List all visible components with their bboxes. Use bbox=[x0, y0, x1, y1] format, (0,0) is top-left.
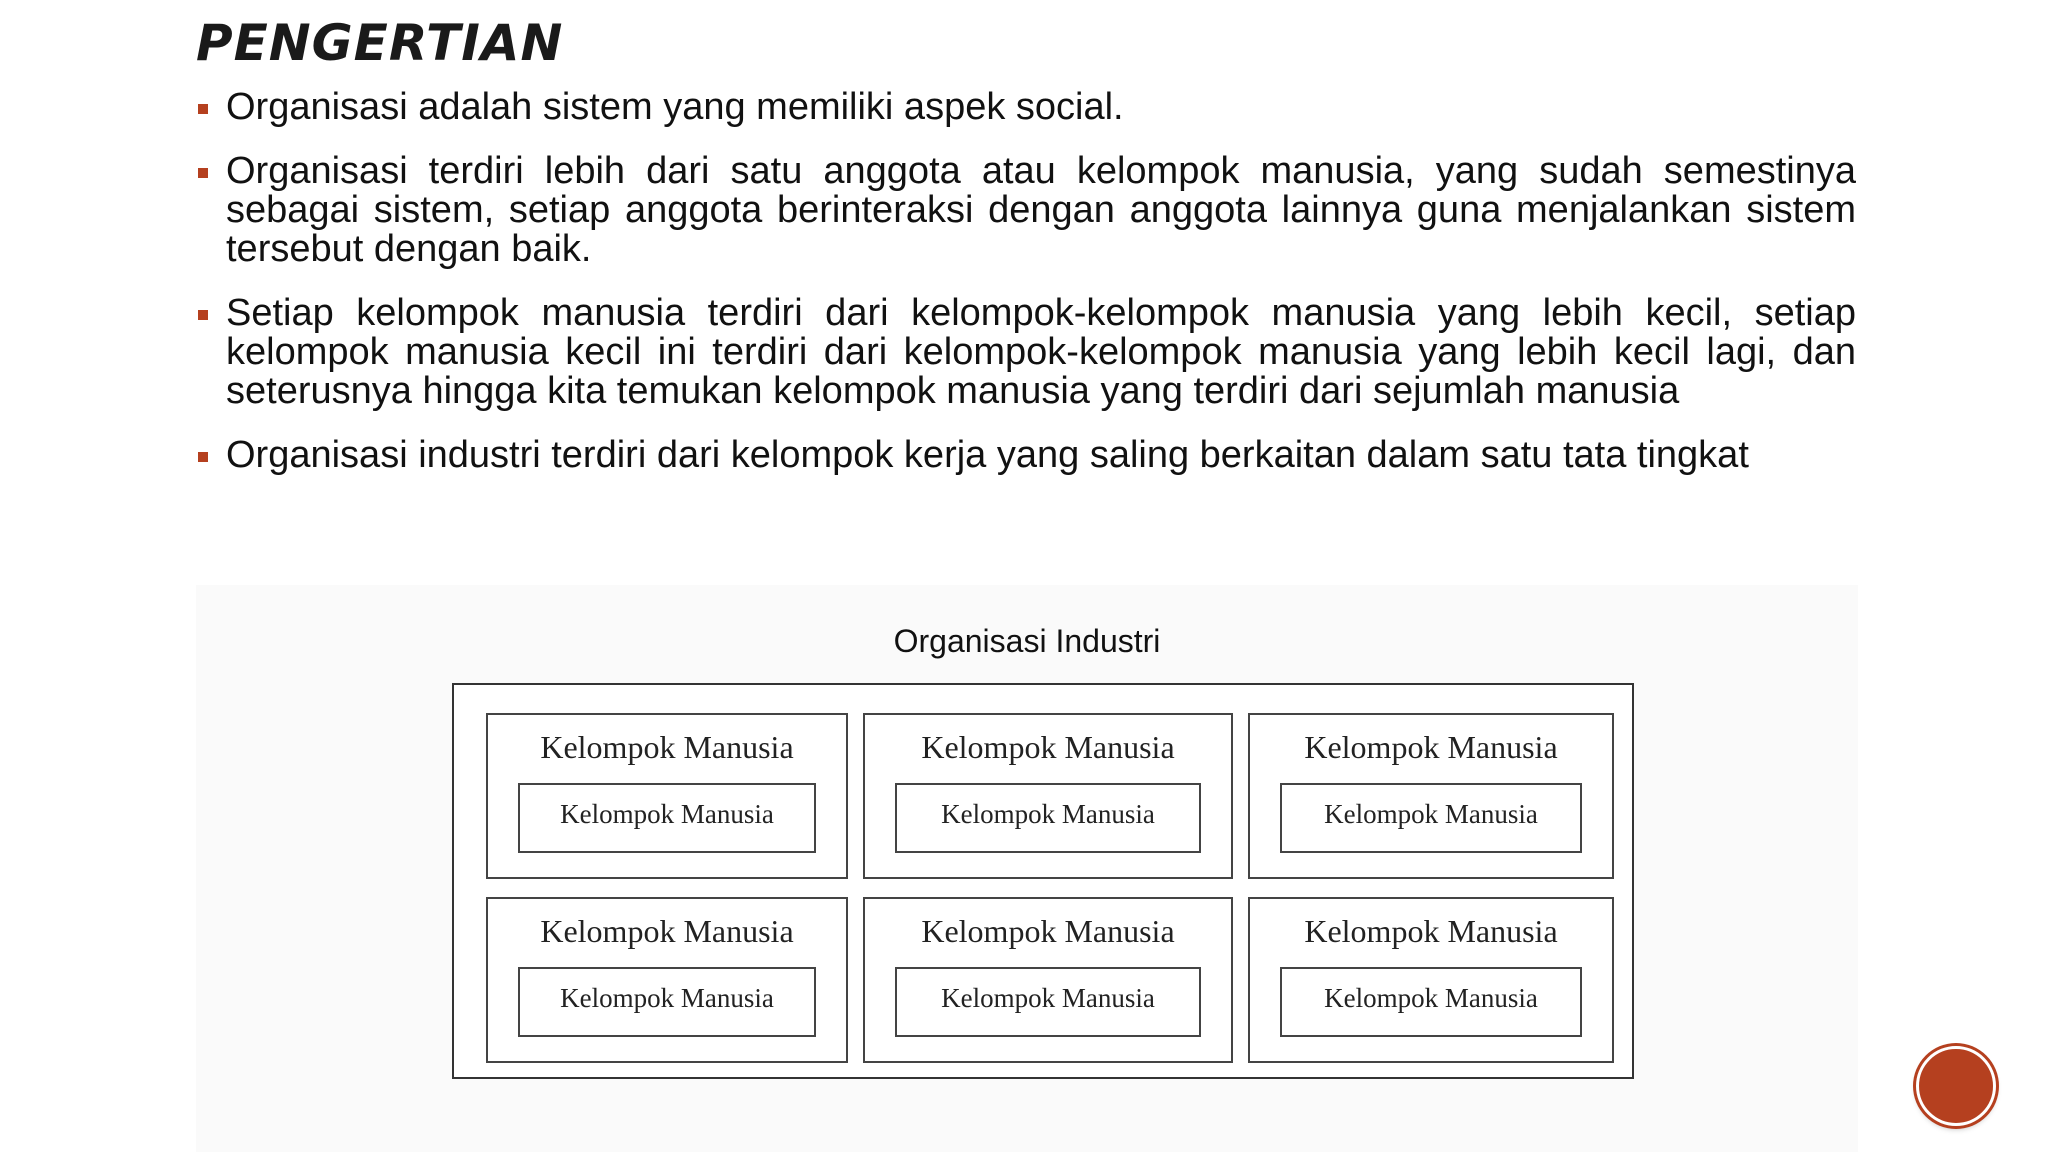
inner-group-box bbox=[1280, 783, 1582, 853]
square-bullet-icon bbox=[198, 452, 208, 462]
group-title: Kelompok Manusia bbox=[1304, 729, 1558, 765]
group-title: Kelompok Manusia bbox=[540, 729, 794, 765]
bullet-list bbox=[196, 88, 1856, 500]
group-box bbox=[1248, 897, 1614, 1063]
inner-group-label: Kelompok Manusia bbox=[1324, 983, 1538, 1013]
bullet-item bbox=[196, 152, 1856, 269]
inner-group-box bbox=[895, 783, 1201, 853]
bullet-text: Organisasi industri terdiri dari kelompok kerja yang saling berkaitan dalam satu tata tingkat bbox=[226, 434, 1749, 476]
inner-group-label: Kelompok Manusia bbox=[941, 983, 1155, 1013]
group-title: Kelompok Manusia bbox=[921, 729, 1175, 765]
inner-group-box bbox=[895, 967, 1201, 1037]
org-diagram-figure bbox=[196, 585, 1858, 1152]
group-box bbox=[863, 713, 1233, 879]
inner-group-box bbox=[1280, 967, 1582, 1037]
slide-title: PENGERTIAN bbox=[196, 14, 564, 72]
inner-group-box bbox=[518, 783, 816, 853]
square-bullet-icon bbox=[198, 104, 208, 114]
bullet-text: Setiap kelompok manusia terdiri dari kelompok-kelompok manusia yang lebih kecil, setiap kelompok manusia kecil ini terdiri dari kelompok-kelompok manusia yang lebih kecil lagi, dan seterusnya hingga kita temukan kelompok manusia yang terdiri dari sejumlah manusia bbox=[226, 292, 1856, 412]
square-bullet-icon bbox=[198, 168, 208, 178]
group-title: Kelompok Manusia bbox=[921, 913, 1175, 949]
bullet-text: Organisasi adalah sistem yang memiliki aspek social. bbox=[226, 86, 1124, 128]
group-box bbox=[1248, 713, 1614, 879]
square-bullet-icon bbox=[198, 310, 208, 320]
inner-group-label: Kelompok Manusia bbox=[1324, 799, 1538, 829]
group-title: Kelompok Manusia bbox=[540, 913, 794, 949]
bullet-item bbox=[196, 294, 1856, 411]
bullet-item bbox=[196, 436, 1856, 475]
inner-group-box bbox=[518, 967, 816, 1037]
inner-group-label: Kelompok Manusia bbox=[560, 799, 774, 829]
bullet-text: Organisasi terdiri lebih dari satu anggota atau kelompok manusia, yang sudah semestinya sebagai sistem, setiap anggota berinteraksi dengan anggota lainnya guna menjalankan sistem tersebut dengan baik. bbox=[226, 150, 1856, 270]
inner-group-label: Kelompok Manusia bbox=[941, 799, 1155, 829]
inner-group-label: Kelompok Manusia bbox=[560, 983, 774, 1013]
slide-nav-circle-icon[interactable] bbox=[1916, 1046, 1996, 1126]
group-box bbox=[486, 713, 848, 879]
group-box bbox=[863, 897, 1233, 1063]
diagram-outer-box bbox=[452, 683, 1634, 1079]
bullet-item bbox=[196, 88, 1856, 127]
group-box bbox=[486, 897, 848, 1063]
diagram-caption: Organisasi Industri bbox=[893, 623, 1161, 659]
group-title: Kelompok Manusia bbox=[1304, 913, 1558, 949]
